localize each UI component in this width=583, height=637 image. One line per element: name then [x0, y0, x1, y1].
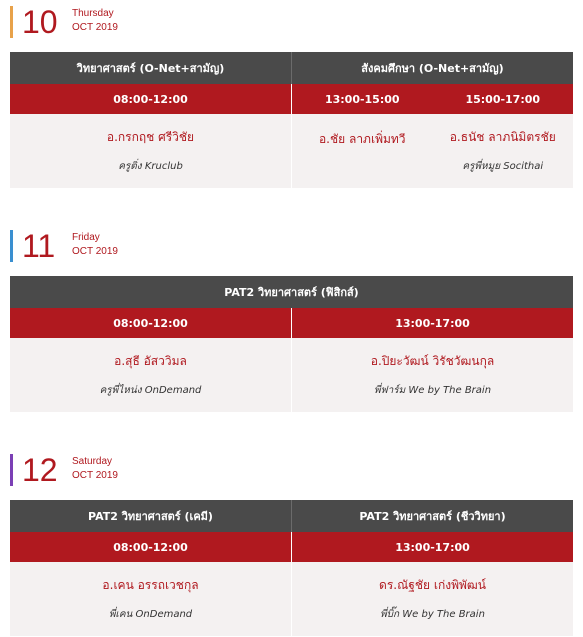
day-number: 10 — [22, 4, 58, 40]
teacher-note: พี่ฟาร์ม We by The Brain — [373, 385, 492, 396]
teacher-note: พี่บิ๊ก We by The Brain — [380, 609, 485, 620]
teacher-cell — [433, 114, 574, 188]
subject-header: สังคมศึกษา (O-Net+สามัญ) — [291, 52, 573, 84]
day-month-year: OCT 2019 — [72, 246, 118, 257]
teacher-cell — [10, 562, 291, 636]
subject-header: PAT2 วิทยาศาสตร์ (เคมี) — [88, 510, 213, 523]
teacher-note: พี่เคน OnDemand — [108, 609, 193, 620]
time-slot: 15:00-17:00 — [465, 92, 541, 106]
teacher-row — [10, 562, 573, 636]
teacher-name: ดร.ณัฐชัย เก่งพิพัฒน์ — [379, 578, 486, 592]
subject-header: วิทยาศาสตร์ (O-Net+สามัญ) — [76, 62, 225, 75]
teacher-name: อ.ชัย ลาภเพิ่มทวี — [318, 132, 406, 146]
time-row — [10, 532, 573, 562]
day-name: Friday — [72, 232, 100, 243]
day-number: 11 — [22, 228, 56, 264]
teacher-note: ครูติ่ง Kruclub — [118, 161, 183, 172]
day-month-year: OCT 2019 — [72, 470, 118, 481]
day-accent-bar — [10, 6, 13, 38]
subject-row — [10, 52, 573, 84]
teacher-cell — [292, 114, 433, 188]
time-slot: 13:00-17:00 — [291, 532, 573, 562]
day-name: Thursday — [72, 8, 114, 19]
day-accent-bar — [10, 454, 13, 486]
day-name: Saturday — [72, 456, 113, 467]
teacher-name: อ.ปิยะวัฒน์ วิรัชวัฒนกุล — [370, 354, 495, 368]
teacher-name: อ.กรกฤช ศรีวิชัย — [106, 130, 195, 144]
day-header — [10, 454, 573, 490]
time-slot: 13:00-15:00 — [324, 92, 400, 106]
teacher-note — [361, 161, 364, 172]
day-header — [10, 6, 573, 42]
day-number: 12 — [22, 452, 58, 488]
teacher-group — [291, 114, 573, 188]
teacher-note: ครูพี่หมูย Socithai — [462, 161, 544, 172]
teacher-row — [10, 114, 573, 188]
teacher-note: ครูพี่ไหน่ง OnDemand — [99, 385, 202, 396]
day-block-11 — [10, 230, 573, 412]
time-group — [291, 84, 573, 114]
day-block-12 — [10, 454, 573, 636]
teacher-cell — [291, 562, 573, 636]
day-header — [10, 230, 573, 266]
time-slot: 08:00-12:00 — [113, 540, 188, 554]
teacher-row — [10, 338, 573, 412]
time-slot: 08:00-12:00 — [113, 92, 188, 106]
subject-header: PAT2 วิทยาศาสตร์ (ชีววิทยา) — [291, 500, 573, 532]
teacher-cell — [291, 338, 573, 412]
time-slot: 13:00-17:00 — [291, 308, 573, 338]
time-row — [10, 84, 573, 114]
subject-row — [10, 276, 573, 308]
day-month-year: OCT 2019 — [72, 22, 118, 33]
teacher-name: อ.สุธี อัสววิมล — [114, 354, 187, 368]
teacher-name: อ.เคน อรรถเวชกุล — [102, 578, 199, 592]
subject-row — [10, 500, 573, 532]
teacher-cell — [10, 114, 291, 188]
time-slot: 08:00-12:00 — [113, 316, 188, 330]
subject-header: PAT2 วิทยาศาสตร์ (ฟิสิกส์) — [224, 286, 359, 299]
time-row — [10, 308, 573, 338]
teacher-name: อ.ธนัช ลาภนิมิตรชัย — [449, 130, 556, 144]
day-block-10 — [10, 6, 573, 188]
teacher-cell — [10, 338, 291, 412]
day-accent-bar — [10, 230, 13, 262]
